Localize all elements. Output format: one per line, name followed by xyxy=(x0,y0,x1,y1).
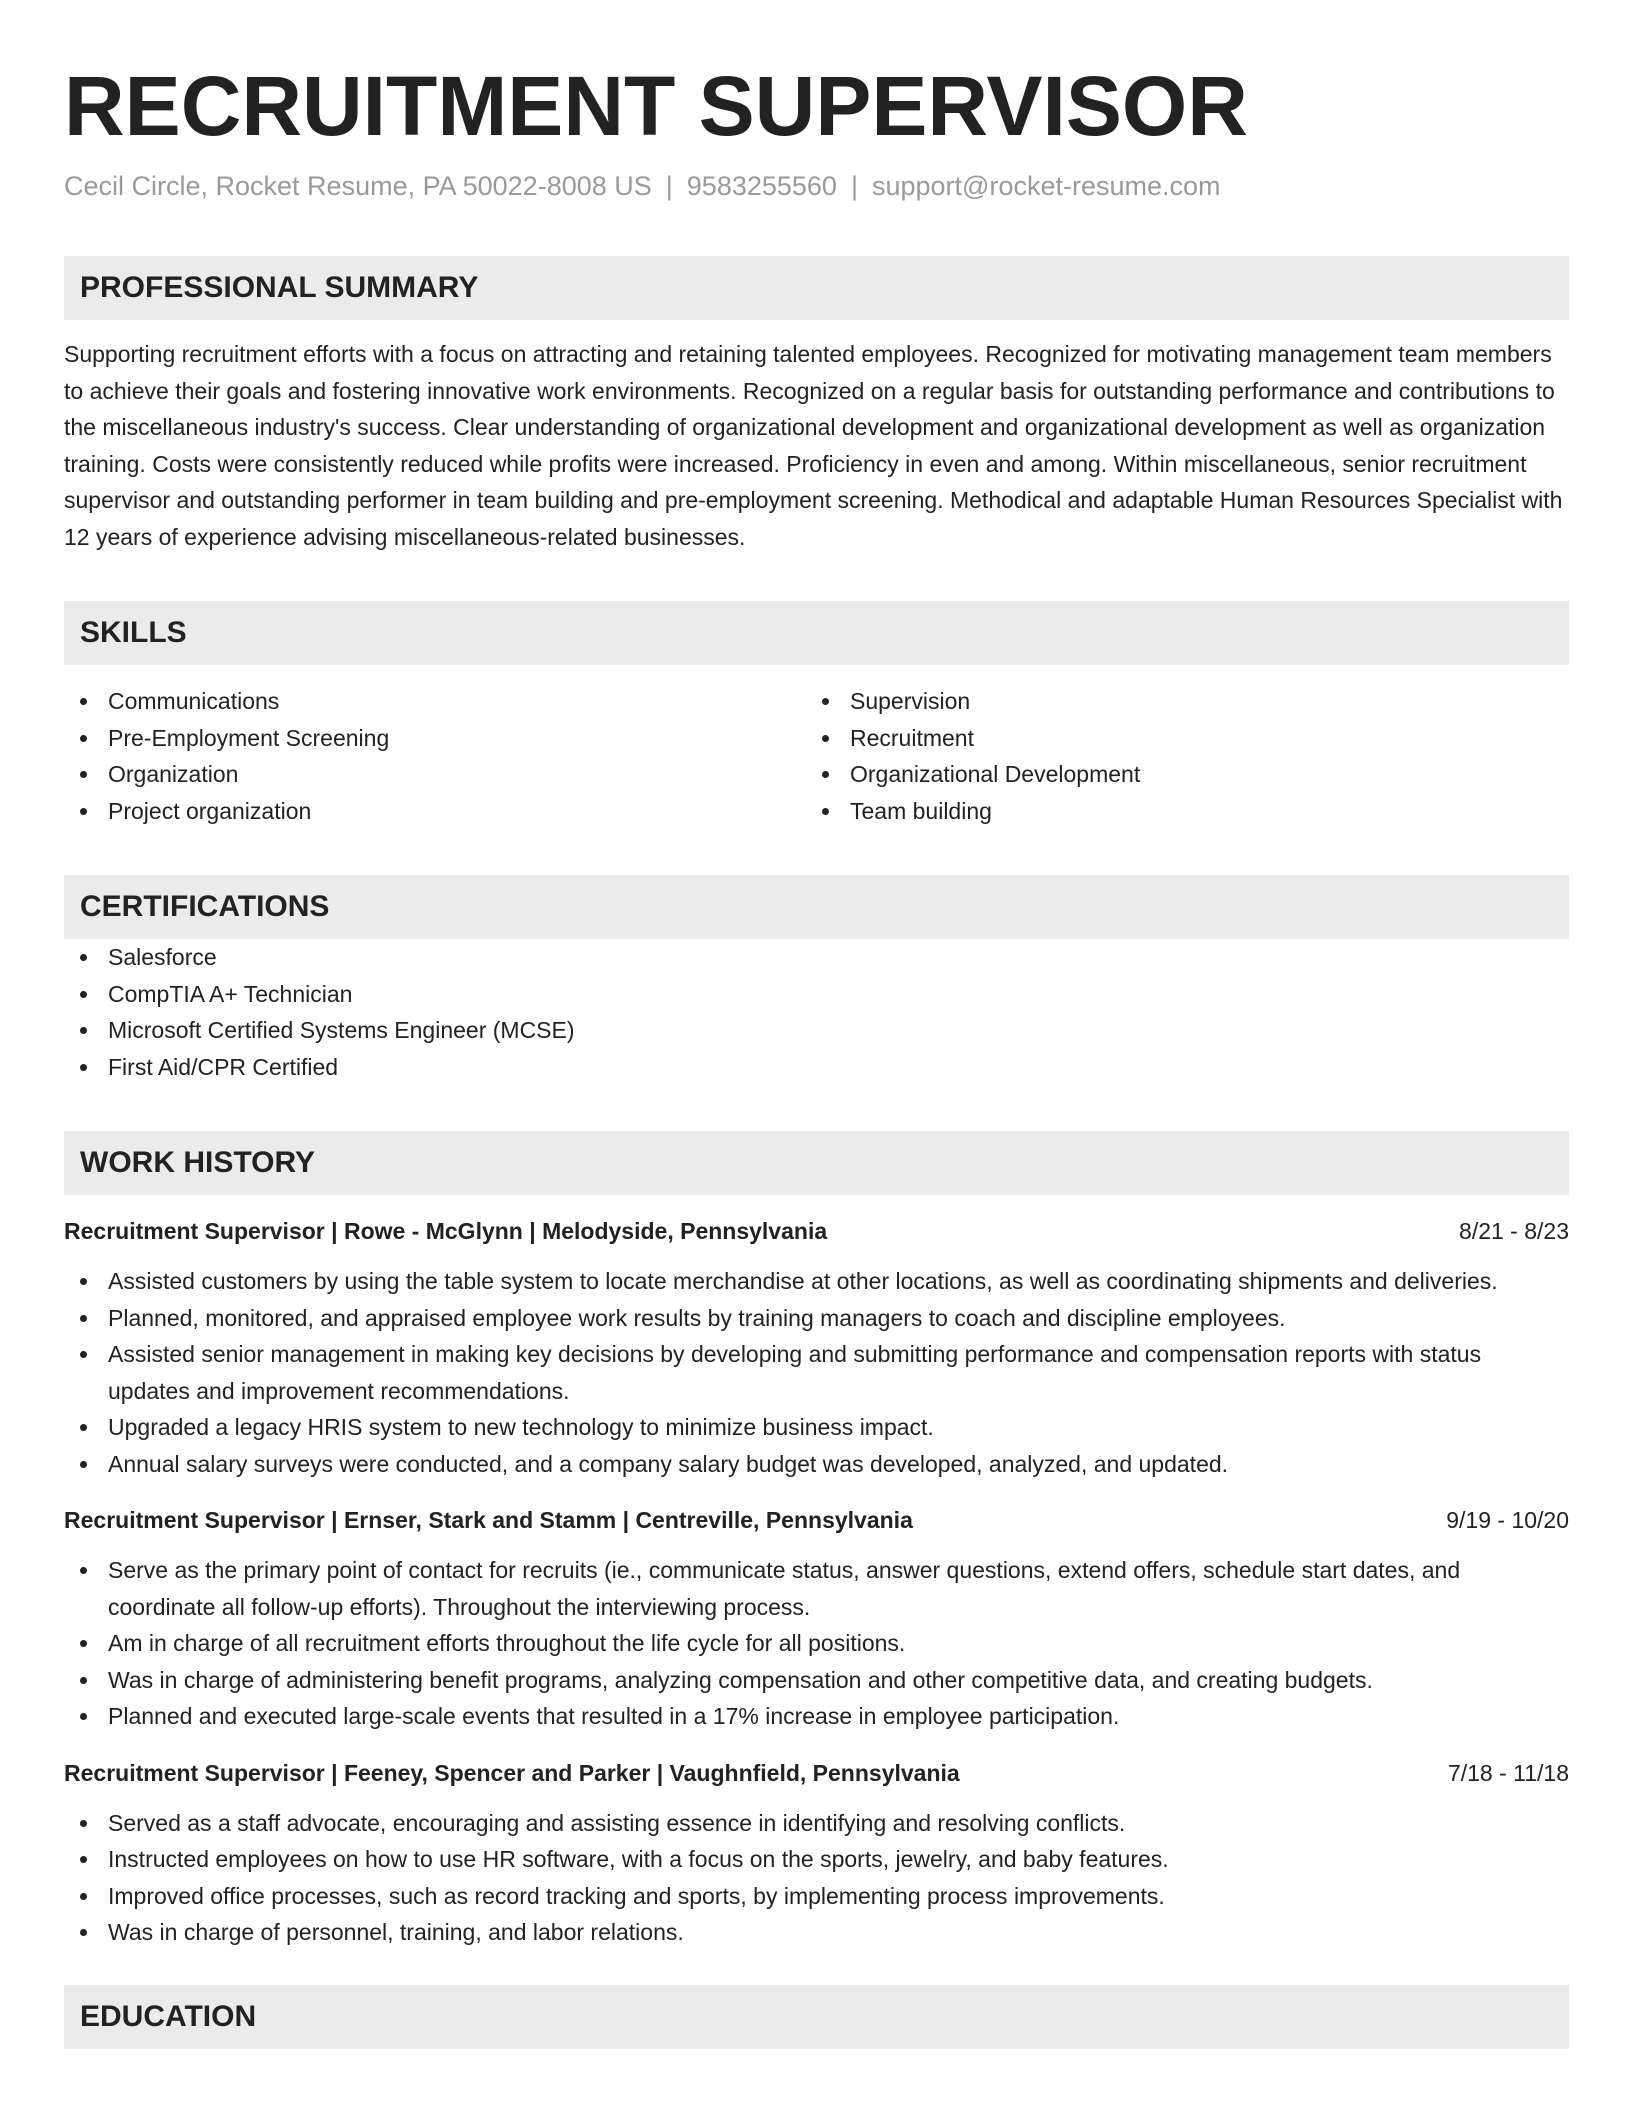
job-dates: 9/19 - 10/20 xyxy=(1446,1507,1569,1533)
job-bullet: Assisted senior management in making key decisions by developing and submitting performance and compensation reports with status updates and improvement recommendations. xyxy=(64,1336,1569,1409)
section-heading-education: EDUCATION xyxy=(64,1985,1569,2049)
skills-column-right xyxy=(806,683,1548,829)
job-entry xyxy=(64,1213,1569,1482)
job-dates: 7/18 - 11/18 xyxy=(1447,1759,1569,1786)
certification-item: CompTIA A+ Technician xyxy=(64,976,1569,1013)
skill-item: Recruitment xyxy=(806,720,1548,757)
job-title: Recruitment Supervisor | Rowe - McGlynn | Melodyside, Pennsylvania xyxy=(64,1218,828,1244)
skill-item: Supervision xyxy=(806,683,1548,720)
certification-item: First Aid/CPR Certified xyxy=(64,1049,1569,1086)
candidate-name: RECRUITMENT SUPERVISOR xyxy=(64,59,1248,153)
job-bullets xyxy=(64,1263,1569,1482)
section-heading-skills: SKILLS xyxy=(64,601,1569,665)
job-title: Recruitment Supervisor | Feeney, Spencer and Parker | Vaughnfield, Pennsylvania xyxy=(64,1759,960,1786)
skills-list xyxy=(64,683,1569,829)
skill-item: Organizational Development xyxy=(806,756,1548,793)
resume-page xyxy=(64,0,1569,2049)
section-heading-certifications: CERTIFICATIONS xyxy=(64,875,1569,939)
job-bullet: Served as a staff advocate, encouraging and assisting essence in identifying and resolving conflicts. xyxy=(64,1805,1569,1842)
skill-item: Project organization xyxy=(64,793,806,830)
section-heading-professional-summary: PROFESSIONAL SUMMARY xyxy=(64,256,1569,320)
professional-summary-text: Supporting recruitment efforts with a focus on attracting and retaining talented employees. Recognized for motivating management team members to achieve their goals and fostering innovative work environments. Recognized on a regular basis for outstanding performance and contributions to the miscellaneous industry's success. Clear understanding of organizational development and organizational development as well as organization training. Costs were consistently reduced while profits were increased. Proficiency in even and among. Within miscellaneous, senior recruitment supervisor and outstanding performer in team building and pre-employment screening. Methodical and adaptable Human Resources Specialist with 12 years of experience advising miscellaneous-related businesses. xyxy=(64,341,1563,550)
job-bullet: Assisted customers by using the table system to locate merchandise at other locations, as well as coordinating shipments and deliveries. xyxy=(64,1263,1569,1300)
job-title: Recruitment Supervisor | Ernser, Stark and Stamm | Centreville, Pennsylvania xyxy=(64,1507,913,1533)
job-bullet: Upgraded a legacy HRIS system to new technology to minimize business impact. xyxy=(64,1409,1569,1446)
job-bullet: Planned, monitored, and appraised employee work results by training managers to coach and discipline employees. xyxy=(64,1300,1569,1337)
job-bullet: Planned and executed large-scale events that resulted in a 17% increase in employee participation. xyxy=(64,1698,1569,1735)
job-bullets xyxy=(64,1805,1569,1951)
job-dates: 8/21 - 8/23 xyxy=(1459,1218,1569,1244)
contact-address: Cecil Circle, Rocket Resume, PA 50022-8008 US xyxy=(64,171,652,201)
skills-column-left xyxy=(64,683,806,829)
certification-item: Salesforce xyxy=(64,939,1569,976)
job-bullet: Instructed employees on how to use HR software, with a focus on the sports, jewelry, and baby features. xyxy=(64,1841,1569,1878)
contact-line xyxy=(64,168,1569,204)
job-bullet: Was in charge of personnel, training, and labor relations. xyxy=(64,1914,1569,1951)
contact-phone: 9583255560 xyxy=(686,171,837,201)
skill-item: Team building xyxy=(806,793,1548,830)
contact-separator: | xyxy=(665,171,673,201)
job-entry xyxy=(64,1755,1569,1951)
certification-item: Microsoft Certified Systems Engineer (MCSE) xyxy=(64,1012,1569,1049)
job-bullets xyxy=(64,1552,1569,1735)
job-header xyxy=(64,1502,1569,1538)
job-bullet: Was in charge of administering benefit programs, analyzing compensation and other competitive data, and creating budgets. xyxy=(64,1662,1569,1699)
contact-separator: | xyxy=(850,171,858,201)
job-entry xyxy=(64,1502,1569,1735)
job-bullet: Annual salary surveys were conducted, and a company salary budget was developed, analyzed, and updated. xyxy=(64,1446,1569,1483)
job-bullet: Serve as the primary point of contact for recruits (ie., communicate status, answer questions, extend offers, schedule start dates, and coordinate all follow-up efforts). Throughout the interviewing process. xyxy=(64,1552,1569,1625)
skill-item: Communications xyxy=(64,683,806,720)
skill-item: Pre-Employment Screening xyxy=(64,720,806,757)
job-header xyxy=(64,1213,1569,1249)
job-bullet: Improved office processes, such as record tracking and sports, by implementing process improvements. xyxy=(64,1878,1569,1915)
skill-item: Organization xyxy=(64,756,806,793)
job-bullet: Am in charge of all recruitment efforts throughout the life cycle for all positions. xyxy=(64,1625,1569,1662)
certifications-list xyxy=(64,939,1569,1085)
contact-email: support@rocket-resume.com xyxy=(871,171,1221,201)
job-header xyxy=(64,1755,1569,1791)
section-heading-work-history: WORK HISTORY xyxy=(64,1131,1569,1195)
